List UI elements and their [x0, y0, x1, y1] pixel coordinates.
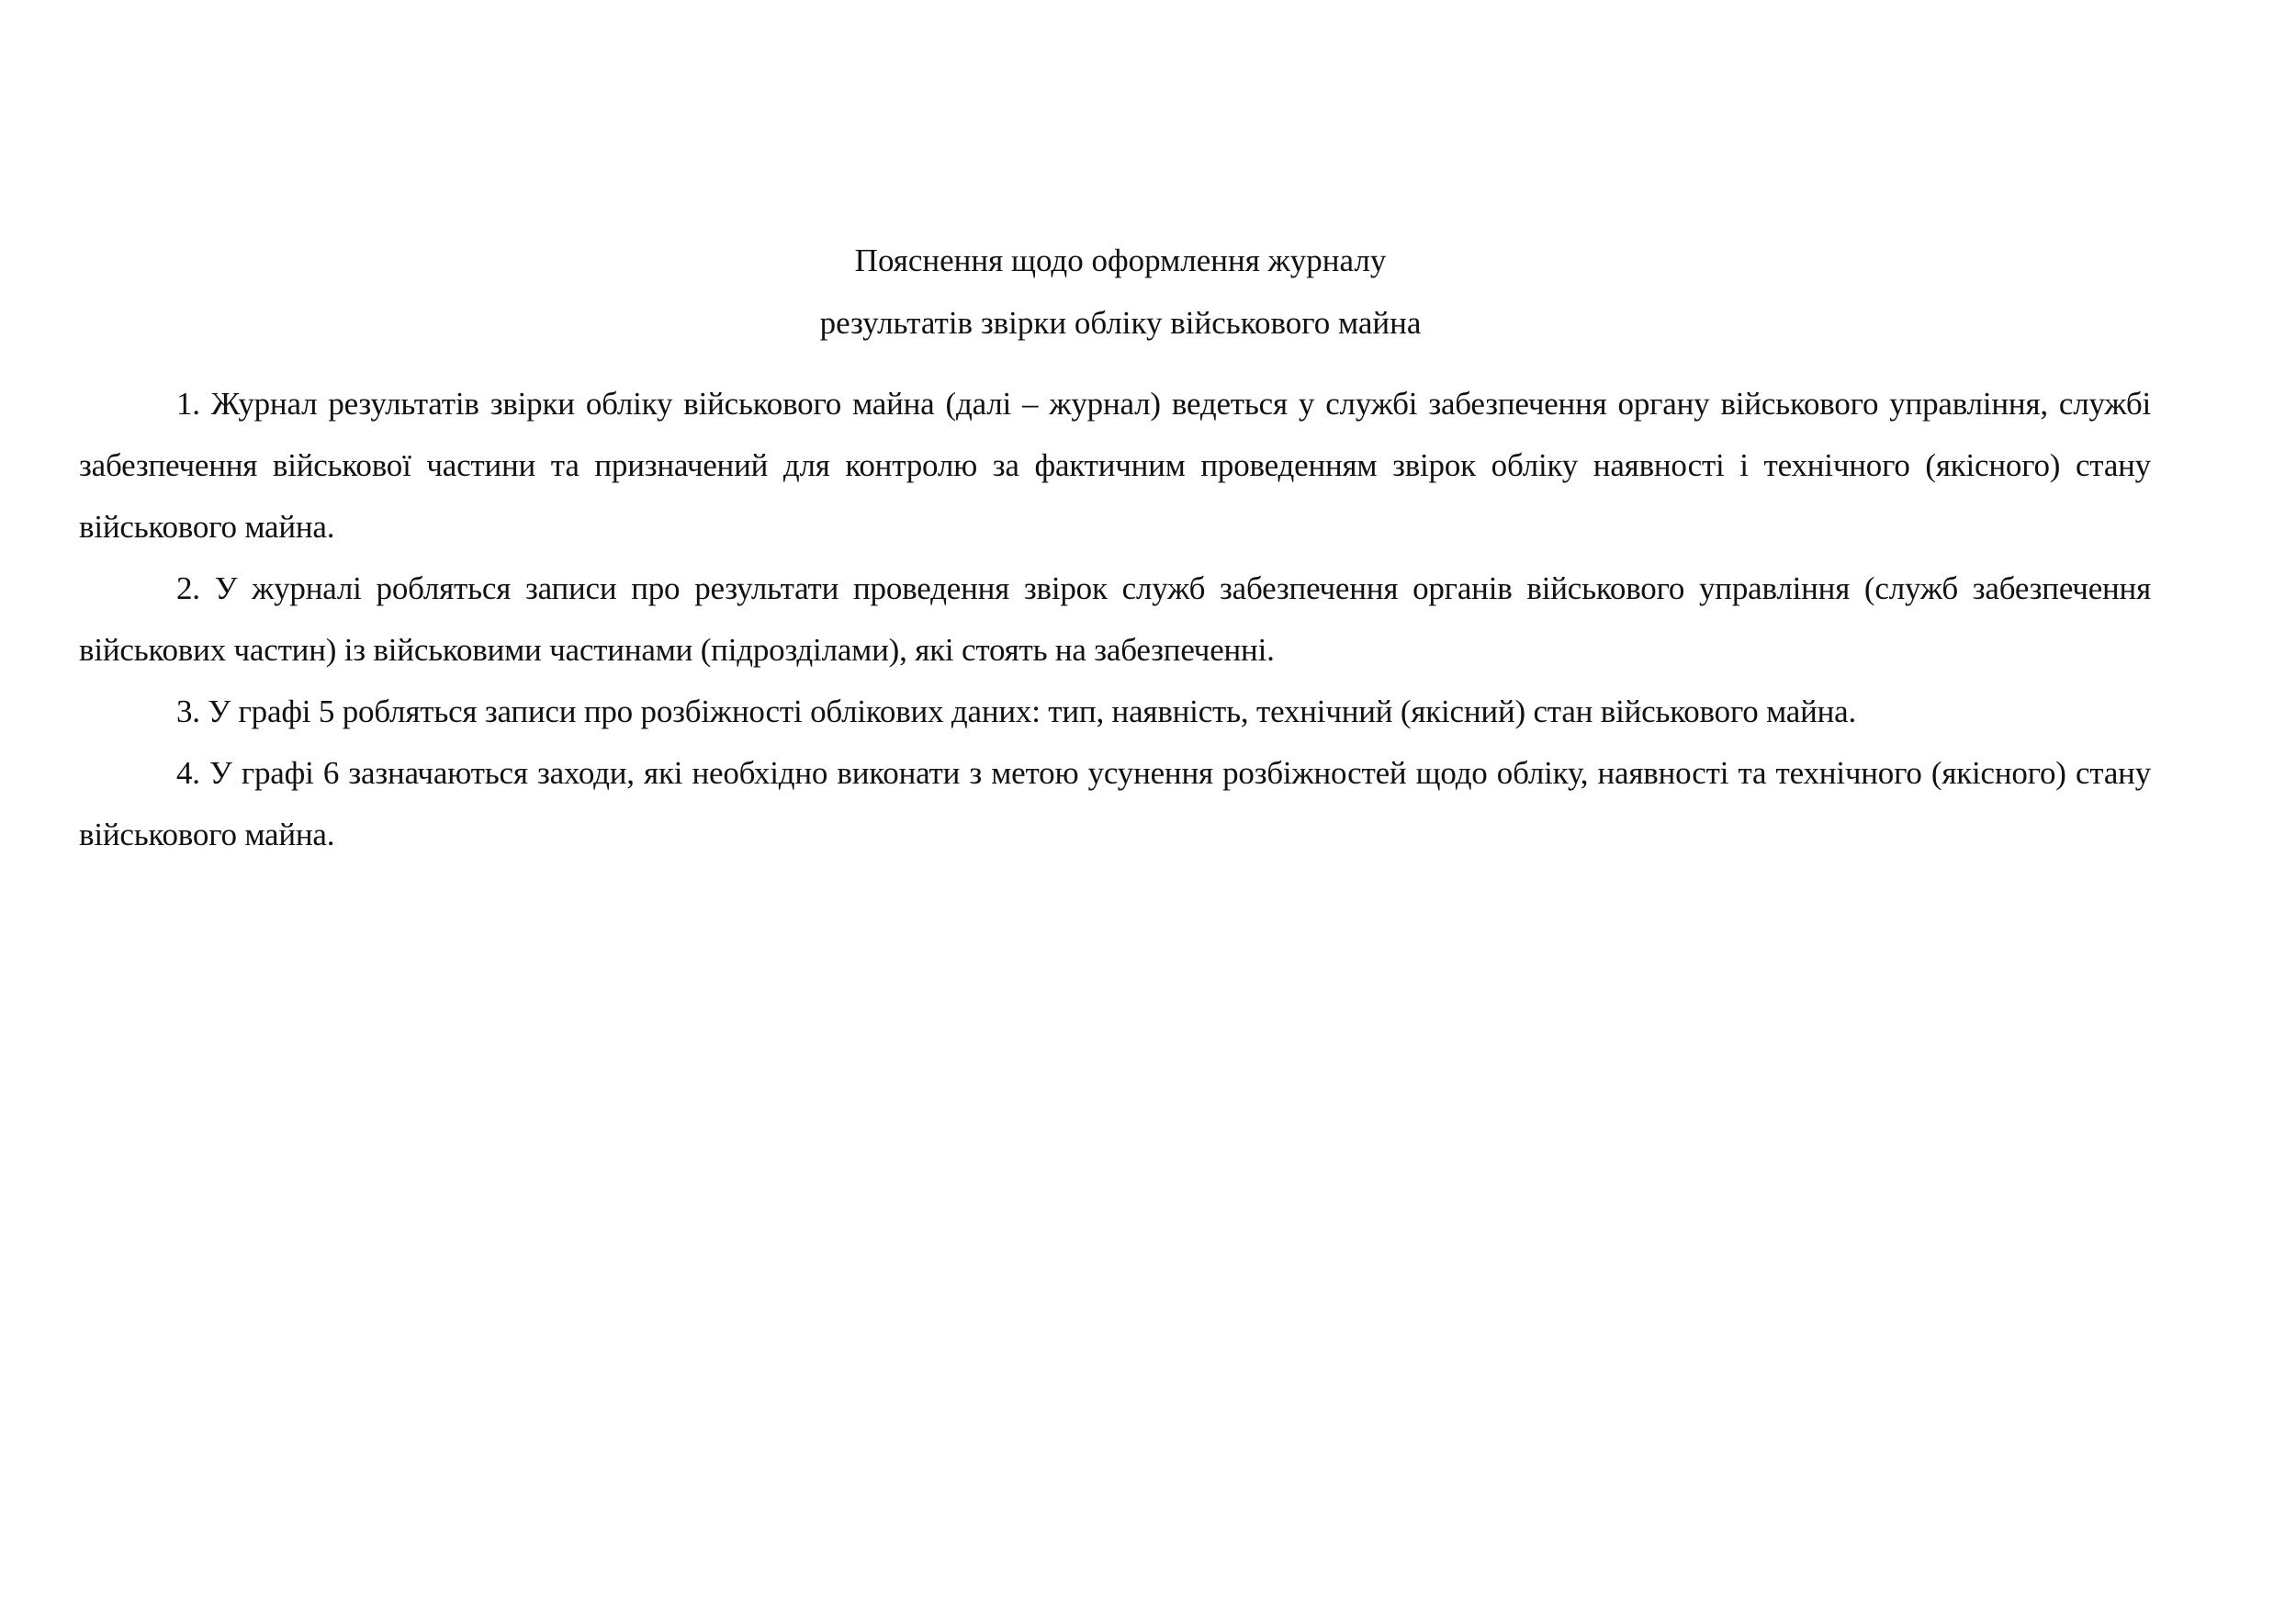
document-title [0, 230, 2241, 355]
paragraph-1: 1. Журнал результатів звірки обліку військового майна (далі – журнал) ведеться у службі забезпечення органу військового управління, службі забезпечення військової частини та призначений для контролю за фактичним проведенням звірок обліку наявності і технічного (якісного) стану військового майна. [79, 386, 2151, 545]
paragraph-3: 3. У графі 5 робляться записи про розбіжності облікових даних: тип, наявність, технічний (якісний) стан військового майна. [176, 694, 1857, 729]
title-line-1: Пояснення щодо оформлення журналу [854, 242, 1387, 278]
document-body [79, 373, 2151, 865]
title-line-2: результатів звірки обліку військового майна [819, 305, 1422, 341]
paragraph-2: 2. У журналі робляться записи про результати проведення звірок служб забезпечення органів військового управління (служб забезпечення військових частин) із військовими частинами (підрозділами), які стоять на забезпеченні. [79, 570, 2151, 668]
paragraph-4: 4. У графі 6 зазначаються заходи, які необхідно виконати з метою усунення розбіжностей щодо обліку, наявності та технічного (якісного) стану військового майна. [79, 755, 2151, 852]
